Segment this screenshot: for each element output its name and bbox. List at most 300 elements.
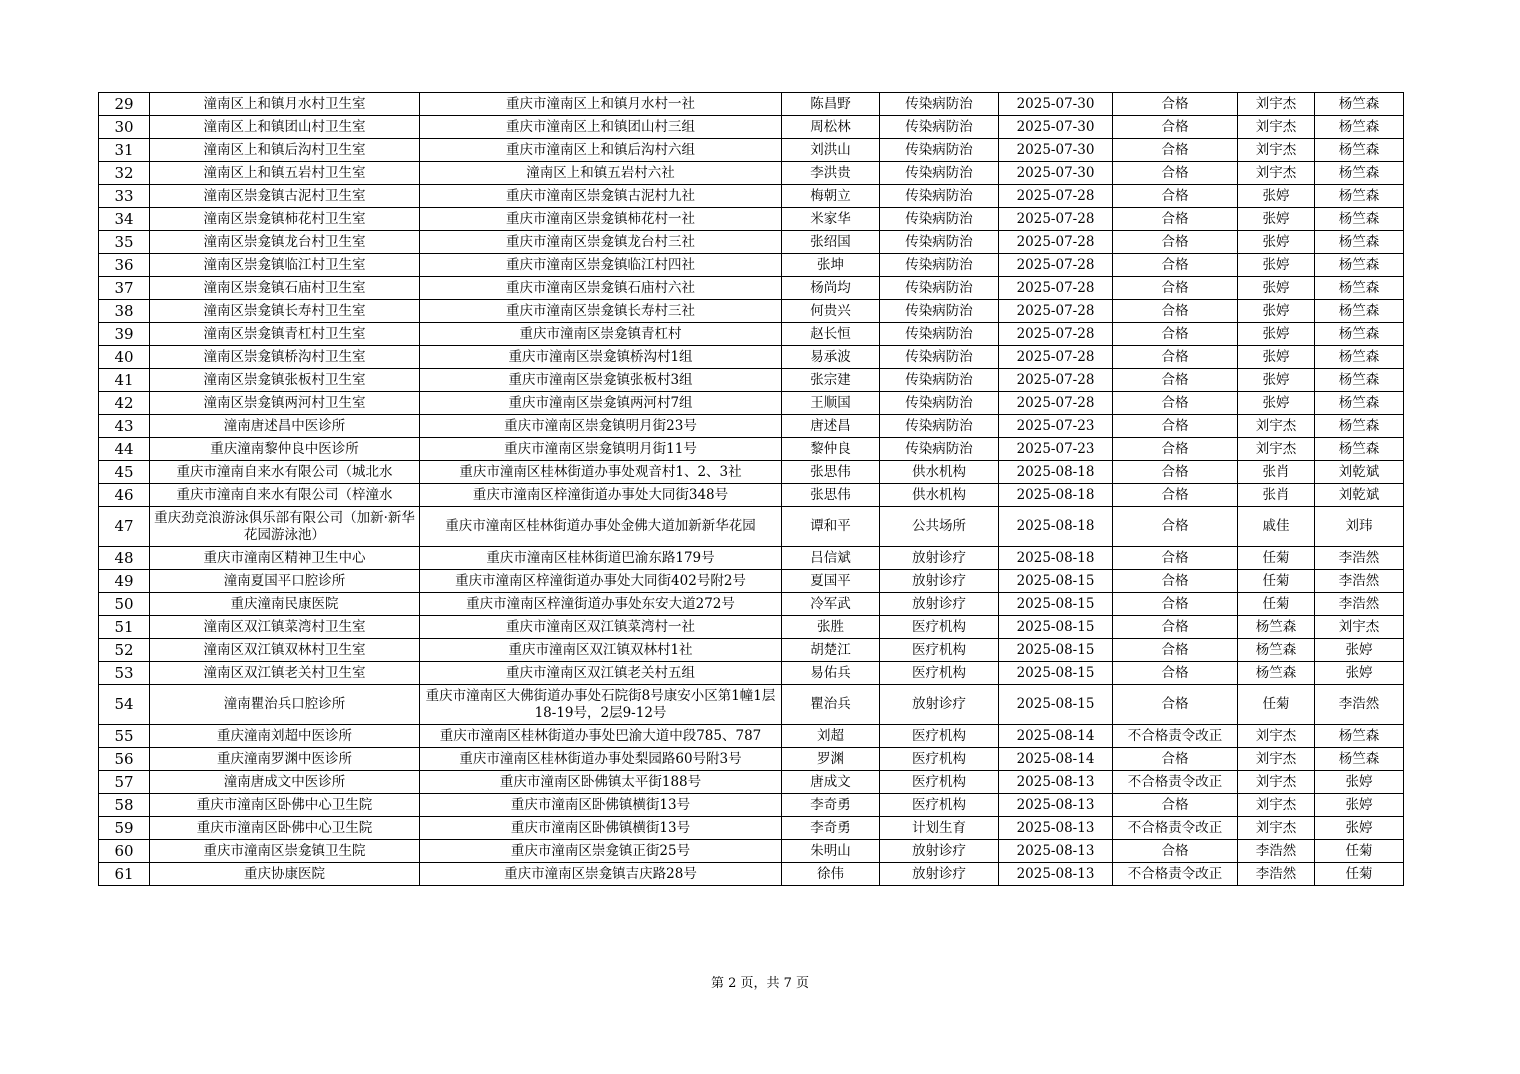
- inspection-date-cell: 2025-07-23: [999, 438, 1113, 461]
- inspector-1-cell: 张婷: [1238, 369, 1315, 392]
- row-number-cell: 59: [99, 817, 150, 840]
- address-cell: 重庆市潼南区桂林街道办事处梨园路60号附3号: [420, 748, 782, 771]
- table-row: [99, 817, 1404, 840]
- inspection-date-cell: 2025-08-15: [999, 662, 1113, 685]
- inspector-1-cell: 刘宇杰: [1238, 817, 1315, 840]
- row-number-cell: 56: [99, 748, 150, 771]
- inspection-result-cell: 合格: [1113, 685, 1238, 725]
- legal-representative-cell: 张思伟: [782, 484, 880, 507]
- facility-name-cell: 潼南区崇龛镇龙台村卫生室: [150, 231, 420, 254]
- address-cell: 重庆市潼南区卧佛镇太平街188号: [420, 771, 782, 794]
- inspection-date-cell: 2025-07-30: [999, 93, 1113, 116]
- facility-name-cell: 潼南区双江镇双林村卫生室: [150, 639, 420, 662]
- inspector-1-cell: 刘宇杰: [1238, 771, 1315, 794]
- row-number-cell: 33: [99, 185, 150, 208]
- row-number-cell: 46: [99, 484, 150, 507]
- legal-representative-cell: 徐伟: [782, 863, 880, 886]
- legal-representative-cell: 易承波: [782, 346, 880, 369]
- table-row: [99, 725, 1404, 748]
- inspection-result-cell: 合格: [1113, 185, 1238, 208]
- inspection-result-cell: 合格: [1113, 748, 1238, 771]
- inspection-result-cell: 合格: [1113, 162, 1238, 185]
- row-number-cell: 31: [99, 139, 150, 162]
- address-cell: 重庆市潼南区梓潼街道办事处东安大道272号: [420, 593, 782, 616]
- inspector-1-cell: 刘宇杰: [1238, 794, 1315, 817]
- inspector-2-cell: 刘乾斌: [1315, 484, 1404, 507]
- inspection-category-cell: 供水机构: [880, 461, 999, 484]
- inspector-2-cell: 刘玮: [1315, 507, 1404, 547]
- legal-representative-cell: 冷军武: [782, 593, 880, 616]
- facility-name-cell: 潼南区崇龛镇古泥村卫生室: [150, 185, 420, 208]
- inspection-result-cell: 不合格责令改正: [1113, 725, 1238, 748]
- table-row: [99, 593, 1404, 616]
- inspection-category-cell: 传染病防治: [880, 254, 999, 277]
- table-row: [99, 369, 1404, 392]
- inspection-date-cell: 2025-08-13: [999, 771, 1113, 794]
- legal-representative-cell: 唐述昌: [782, 415, 880, 438]
- inspection-date-cell: 2025-07-28: [999, 346, 1113, 369]
- inspection-date-cell: 2025-07-28: [999, 300, 1113, 323]
- facility-name-cell: 潼南区上和镇团山村卫生室: [150, 116, 420, 139]
- row-number-cell: 30: [99, 116, 150, 139]
- inspector-1-cell: 张婷: [1238, 254, 1315, 277]
- legal-representative-cell: 周松林: [782, 116, 880, 139]
- inspection-result-cell: 合格: [1113, 208, 1238, 231]
- facility-name-cell: 重庆市潼南自来水有限公司（梓潼水: [150, 484, 420, 507]
- inspection-date-cell: 2025-08-15: [999, 570, 1113, 593]
- inspection-result-cell: 合格: [1113, 639, 1238, 662]
- inspector-1-cell: 李浩然: [1238, 863, 1315, 886]
- inspection-result-cell: 合格: [1113, 415, 1238, 438]
- inspection-category-cell: 计划生育: [880, 817, 999, 840]
- inspector-1-cell: 张婷: [1238, 392, 1315, 415]
- inspector-1-cell: 杨竺森: [1238, 639, 1315, 662]
- facility-name-cell: 潼南唐述昌中医诊所: [150, 415, 420, 438]
- table-row: [99, 185, 1404, 208]
- inspector-2-cell: 张婷: [1315, 639, 1404, 662]
- inspection-category-cell: 传染病防治: [880, 139, 999, 162]
- inspection-result-cell: 合格: [1113, 231, 1238, 254]
- inspection-category-cell: 传染病防治: [880, 277, 999, 300]
- legal-representative-cell: 杨尚均: [782, 277, 880, 300]
- row-number-cell: 53: [99, 662, 150, 685]
- row-number-cell: 44: [99, 438, 150, 461]
- inspection-date-cell: 2025-07-28: [999, 185, 1113, 208]
- inspection-result-cell: 合格: [1113, 392, 1238, 415]
- inspector-2-cell: 张婷: [1315, 794, 1404, 817]
- facility-name-cell: 潼南区上和镇后沟村卫生室: [150, 139, 420, 162]
- address-cell: 重庆市潼南区桂林街道巴渝东路179号: [420, 547, 782, 570]
- inspection-result-cell: 合格: [1113, 484, 1238, 507]
- table-row: [99, 863, 1404, 886]
- inspector-1-cell: 张婷: [1238, 231, 1315, 254]
- inspection-result-cell: 合格: [1113, 461, 1238, 484]
- inspection-date-cell: 2025-07-28: [999, 254, 1113, 277]
- inspection-table: [98, 92, 1404, 886]
- legal-representative-cell: 刘超: [782, 725, 880, 748]
- inspection-category-cell: 放射诊疗: [880, 863, 999, 886]
- inspection-category-cell: 医疗机构: [880, 616, 999, 639]
- legal-representative-cell: 唐成文: [782, 771, 880, 794]
- row-number-cell: 29: [99, 93, 150, 116]
- inspector-1-cell: 张婷: [1238, 346, 1315, 369]
- inspector-1-cell: 任菊: [1238, 547, 1315, 570]
- inspector-1-cell: 刘宇杰: [1238, 93, 1315, 116]
- inspection-category-cell: 传染病防治: [880, 300, 999, 323]
- inspector-2-cell: 杨竺森: [1315, 415, 1404, 438]
- inspector-1-cell: 张肖: [1238, 484, 1315, 507]
- facility-name-cell: 潼南区崇龛镇柿花村卫生室: [150, 208, 420, 231]
- inspector-1-cell: 任菊: [1238, 685, 1315, 725]
- address-cell: 重庆市潼南区上和镇后沟村六组: [420, 139, 782, 162]
- inspection-category-cell: 放射诊疗: [880, 547, 999, 570]
- row-number-cell: 35: [99, 231, 150, 254]
- inspection-result-cell: 合格: [1113, 323, 1238, 346]
- facility-name-cell: 重庆劲竞浪游泳俱乐部有限公司（加新·新华花园游泳池）: [150, 507, 420, 547]
- facility-name-cell: 重庆潼南罗渊中医诊所: [150, 748, 420, 771]
- row-number-cell: 36: [99, 254, 150, 277]
- legal-representative-cell: 张坤: [782, 254, 880, 277]
- address-cell: 重庆市潼南区双江镇老关村五组: [420, 662, 782, 685]
- inspector-2-cell: 张婷: [1315, 817, 1404, 840]
- inspection-category-cell: 传染病防治: [880, 346, 999, 369]
- inspection-date-cell: 2025-07-30: [999, 116, 1113, 139]
- inspection-date-cell: 2025-08-13: [999, 840, 1113, 863]
- legal-representative-cell: 胡楚江: [782, 639, 880, 662]
- table-row: [99, 794, 1404, 817]
- inspection-result-cell: 合格: [1113, 300, 1238, 323]
- inspection-date-cell: 2025-07-28: [999, 392, 1113, 415]
- address-cell: 重庆市潼南区崇龛镇明月街23号: [420, 415, 782, 438]
- table-row: [99, 438, 1404, 461]
- row-number-cell: 41: [99, 369, 150, 392]
- inspector-2-cell: 刘宇杰: [1315, 616, 1404, 639]
- inspection-category-cell: 医疗机构: [880, 748, 999, 771]
- inspection-result-cell: 不合格责令改正: [1113, 863, 1238, 886]
- address-cell: 重庆市潼南区崇龛镇柿花村一社: [420, 208, 782, 231]
- row-number-cell: 55: [99, 725, 150, 748]
- row-number-cell: 60: [99, 840, 150, 863]
- table-row: [99, 300, 1404, 323]
- address-cell: 重庆市潼南区崇龛镇临江村四社: [420, 254, 782, 277]
- facility-name-cell: 重庆协康医院: [150, 863, 420, 886]
- address-cell: 重庆市潼南区双江镇菜湾村一社: [420, 616, 782, 639]
- inspection-date-cell: 2025-07-28: [999, 208, 1113, 231]
- address-cell: 重庆市潼南区梓潼街道办事处大同街402号附2号: [420, 570, 782, 593]
- legal-representative-cell: 黎仲良: [782, 438, 880, 461]
- legal-representative-cell: 朱明山: [782, 840, 880, 863]
- inspection-date-cell: 2025-08-18: [999, 547, 1113, 570]
- inspection-date-cell: 2025-08-13: [999, 794, 1113, 817]
- inspector-2-cell: 杨竺森: [1315, 392, 1404, 415]
- legal-representative-cell: 罗渊: [782, 748, 880, 771]
- inspector-1-cell: 刘宇杰: [1238, 139, 1315, 162]
- address-cell: 重庆市潼南区崇龛镇石庙村六社: [420, 277, 782, 300]
- inspector-1-cell: 张肖: [1238, 461, 1315, 484]
- inspector-2-cell: 杨竺森: [1315, 323, 1404, 346]
- inspector-1-cell: 张婷: [1238, 208, 1315, 231]
- inspector-1-cell: 刘宇杰: [1238, 116, 1315, 139]
- inspector-2-cell: 李浩然: [1315, 570, 1404, 593]
- legal-representative-cell: 李奇勇: [782, 817, 880, 840]
- row-number-cell: 47: [99, 507, 150, 547]
- inspection-category-cell: 传染病防治: [880, 162, 999, 185]
- inspection-category-cell: 医疗机构: [880, 771, 999, 794]
- facility-name-cell: 重庆市潼南区卧佛中心卫生院: [150, 794, 420, 817]
- facility-name-cell: 潼南区崇龛镇石庙村卫生室: [150, 277, 420, 300]
- facility-name-cell: 潼南区崇龛镇青杠村卫生室: [150, 323, 420, 346]
- inspection-category-cell: 医疗机构: [880, 639, 999, 662]
- inspection-category-cell: 传染病防治: [880, 369, 999, 392]
- legal-representative-cell: 王顺国: [782, 392, 880, 415]
- inspector-1-cell: 张婷: [1238, 323, 1315, 346]
- table-row: [99, 392, 1404, 415]
- facility-name-cell: 潼南区崇龛镇长寿村卫生室: [150, 300, 420, 323]
- inspector-1-cell: 刘宇杰: [1238, 162, 1315, 185]
- inspector-2-cell: 杨竺森: [1315, 277, 1404, 300]
- table-row: [99, 254, 1404, 277]
- inspection-category-cell: 医疗机构: [880, 662, 999, 685]
- inspection-result-cell: 合格: [1113, 616, 1238, 639]
- inspector-2-cell: 杨竺森: [1315, 300, 1404, 323]
- inspection-date-cell: 2025-07-28: [999, 369, 1113, 392]
- row-number-cell: 49: [99, 570, 150, 593]
- row-number-cell: 38: [99, 300, 150, 323]
- legal-representative-cell: 李奇勇: [782, 794, 880, 817]
- inspector-2-cell: 杨竺森: [1315, 185, 1404, 208]
- inspection-date-cell: 2025-08-14: [999, 748, 1113, 771]
- inspection-date-cell: 2025-08-15: [999, 639, 1113, 662]
- facility-name-cell: 潼南区崇龛镇张板村卫生室: [150, 369, 420, 392]
- address-cell: 重庆市潼南区崇龛镇长寿村三社: [420, 300, 782, 323]
- inspector-1-cell: 刘宇杰: [1238, 748, 1315, 771]
- inspector-1-cell: 李浩然: [1238, 840, 1315, 863]
- inspection-category-cell: 公共场所: [880, 507, 999, 547]
- table-row: [99, 323, 1404, 346]
- legal-representative-cell: 梅朝立: [782, 185, 880, 208]
- facility-name-cell: 重庆市潼南区卧佛中心卫生院: [150, 817, 420, 840]
- table-row: [99, 570, 1404, 593]
- legal-representative-cell: 张胜: [782, 616, 880, 639]
- inspector-1-cell: 刘宇杰: [1238, 438, 1315, 461]
- inspection-date-cell: 2025-07-23: [999, 415, 1113, 438]
- table-row: [99, 484, 1404, 507]
- inspector-2-cell: 李浩然: [1315, 547, 1404, 570]
- row-number-cell: 42: [99, 392, 150, 415]
- inspector-1-cell: 杨竺森: [1238, 616, 1315, 639]
- inspector-1-cell: 戚佳: [1238, 507, 1315, 547]
- address-cell: 潼南区上和镇五岩村六社: [420, 162, 782, 185]
- legal-representative-cell: 何贵兴: [782, 300, 880, 323]
- table-row: [99, 461, 1404, 484]
- legal-representative-cell: 陈昌野: [782, 93, 880, 116]
- inspection-category-cell: 放射诊疗: [880, 593, 999, 616]
- inspector-2-cell: 杨竺森: [1315, 438, 1404, 461]
- inspector-2-cell: 杨竺森: [1315, 162, 1404, 185]
- inspector-1-cell: 任菊: [1238, 593, 1315, 616]
- row-number-cell: 50: [99, 593, 150, 616]
- inspector-2-cell: 杨竺森: [1315, 725, 1404, 748]
- table-row: [99, 415, 1404, 438]
- inspector-2-cell: 杨竺森: [1315, 208, 1404, 231]
- inspection-result-cell: 合格: [1113, 593, 1238, 616]
- inspection-category-cell: 传染病防治: [880, 116, 999, 139]
- inspection-result-cell: 合格: [1113, 438, 1238, 461]
- row-number-cell: 43: [99, 415, 150, 438]
- facility-name-cell: 潼南区双江镇老关村卫生室: [150, 662, 420, 685]
- legal-representative-cell: 张宗建: [782, 369, 880, 392]
- facility-name-cell: 潼南瞿治兵口腔诊所: [150, 685, 420, 725]
- inspection-result-cell: 合格: [1113, 662, 1238, 685]
- inspection-category-cell: 放射诊疗: [880, 840, 999, 863]
- inspection-date-cell: 2025-07-28: [999, 231, 1113, 254]
- address-cell: 重庆市潼南区崇龛镇两河村7组: [420, 392, 782, 415]
- facility-name-cell: 潼南区上和镇月水村卫生室: [150, 93, 420, 116]
- facility-name-cell: 重庆市潼南区崇龛镇卫生院: [150, 840, 420, 863]
- inspection-category-cell: 供水机构: [880, 484, 999, 507]
- inspector-2-cell: 任菊: [1315, 863, 1404, 886]
- facility-name-cell: 重庆市潼南区精神卫生中心: [150, 547, 420, 570]
- table-row: [99, 277, 1404, 300]
- inspector-2-cell: 杨竺森: [1315, 254, 1404, 277]
- row-number-cell: 39: [99, 323, 150, 346]
- inspection-date-cell: 2025-08-15: [999, 685, 1113, 725]
- inspector-2-cell: 张婷: [1315, 662, 1404, 685]
- address-cell: 重庆市潼南区崇龛镇张板村3组: [420, 369, 782, 392]
- inspection-date-cell: 2025-08-14: [999, 725, 1113, 748]
- address-cell: 重庆市潼南区上和镇月水村一社: [420, 93, 782, 116]
- inspector-1-cell: 张婷: [1238, 185, 1315, 208]
- inspector-2-cell: 杨竺森: [1315, 748, 1404, 771]
- inspection-category-cell: 传染病防治: [880, 93, 999, 116]
- table-row: [99, 748, 1404, 771]
- address-cell: 重庆市潼南区卧佛镇横街13号: [420, 817, 782, 840]
- inspection-category-cell: 传染病防治: [880, 438, 999, 461]
- inspector-2-cell: 杨竺森: [1315, 93, 1404, 116]
- table-row: [99, 685, 1404, 725]
- inspection-date-cell: 2025-08-15: [999, 616, 1113, 639]
- inspector-2-cell: 杨竺森: [1315, 231, 1404, 254]
- legal-representative-cell: 李洪贵: [782, 162, 880, 185]
- row-number-cell: 40: [99, 346, 150, 369]
- row-number-cell: 32: [99, 162, 150, 185]
- legal-representative-cell: 夏国平: [782, 570, 880, 593]
- address-cell: 重庆市潼南区崇龛镇吉庆路28号: [420, 863, 782, 886]
- table-row: [99, 840, 1404, 863]
- inspection-result-cell: 合格: [1113, 116, 1238, 139]
- inspection-result-cell: 合格: [1113, 254, 1238, 277]
- inspection-date-cell: 2025-07-30: [999, 162, 1113, 185]
- facility-name-cell: 潼南区崇龛镇临江村卫生室: [150, 254, 420, 277]
- inspection-result-cell: 合格: [1113, 93, 1238, 116]
- inspection-category-cell: 传染病防治: [880, 185, 999, 208]
- table-row: [99, 162, 1404, 185]
- address-cell: 重庆市潼南区崇龛镇桥沟村1组: [420, 346, 782, 369]
- table-row: [99, 116, 1404, 139]
- inspector-1-cell: 张婷: [1238, 277, 1315, 300]
- legal-representative-cell: 易佑兵: [782, 662, 880, 685]
- inspector-1-cell: 杨竺森: [1238, 662, 1315, 685]
- address-cell: 重庆市潼南区双江镇双林村1社: [420, 639, 782, 662]
- inspection-result-cell: 合格: [1113, 794, 1238, 817]
- facility-name-cell: 重庆潼南黎仲良中医诊所: [150, 438, 420, 461]
- inspector-2-cell: 杨竺森: [1315, 116, 1404, 139]
- address-cell: 重庆市潼南区桂林街道办事处金佛大道加新新华花园: [420, 507, 782, 547]
- inspection-category-cell: 传染病防治: [880, 323, 999, 346]
- inspection-result-cell: 合格: [1113, 547, 1238, 570]
- facility-name-cell: 潼南区崇龛镇两河村卫生室: [150, 392, 420, 415]
- row-number-cell: 48: [99, 547, 150, 570]
- inspector-2-cell: 任菊: [1315, 840, 1404, 863]
- legal-representative-cell: 张绍国: [782, 231, 880, 254]
- inspector-1-cell: 刘宇杰: [1238, 725, 1315, 748]
- table-row: [99, 547, 1404, 570]
- inspector-2-cell: 张婷: [1315, 771, 1404, 794]
- inspection-date-cell: 2025-08-13: [999, 817, 1113, 840]
- address-cell: 重庆市潼南区大佛街道办事处石院街8号康安小区第1幢1层18-19号，2层9-12号: [420, 685, 782, 725]
- address-cell: 重庆市潼南区上和镇团山村三组: [420, 116, 782, 139]
- inspector-1-cell: 张婷: [1238, 300, 1315, 323]
- address-cell: 重庆市潼南区崇龛镇青杠村: [420, 323, 782, 346]
- table-row: [99, 616, 1404, 639]
- inspector-2-cell: 李浩然: [1315, 593, 1404, 616]
- row-number-cell: 54: [99, 685, 150, 725]
- legal-representative-cell: 谭和平: [782, 507, 880, 547]
- address-cell: 重庆市潼南区崇龛镇正街25号: [420, 840, 782, 863]
- inspection-result-cell: 合格: [1113, 570, 1238, 593]
- facility-name-cell: 潼南唐成文中医诊所: [150, 771, 420, 794]
- table-row: [99, 231, 1404, 254]
- inspection-result-cell: 合格: [1113, 277, 1238, 300]
- table-row: [99, 346, 1404, 369]
- inspection-category-cell: 传染病防治: [880, 392, 999, 415]
- inspector-2-cell: 杨竺森: [1315, 139, 1404, 162]
- legal-representative-cell: 赵长恒: [782, 323, 880, 346]
- facility-name-cell: 潼南区双江镇菜湾村卫生室: [150, 616, 420, 639]
- address-cell: 重庆市潼南区桂林街道办事处巴渝大道中段785、787: [420, 725, 782, 748]
- inspection-result-cell: 不合格责令改正: [1113, 817, 1238, 840]
- inspection-category-cell: 传染病防治: [880, 231, 999, 254]
- table-row: [99, 208, 1404, 231]
- inspection-category-cell: 放射诊疗: [880, 570, 999, 593]
- inspection-category-cell: 传染病防治: [880, 415, 999, 438]
- inspection-result-cell: 合格: [1113, 346, 1238, 369]
- row-number-cell: 58: [99, 794, 150, 817]
- inspection-date-cell: 2025-08-18: [999, 461, 1113, 484]
- row-number-cell: 57: [99, 771, 150, 794]
- address-cell: 重庆市潼南区崇龛镇古泥村九社: [420, 185, 782, 208]
- inspection-category-cell: 传染病防治: [880, 208, 999, 231]
- address-cell: 重庆市潼南区崇龛镇明月街11号: [420, 438, 782, 461]
- inspector-1-cell: 刘宇杰: [1238, 415, 1315, 438]
- facility-name-cell: 重庆潼南刘超中医诊所: [150, 725, 420, 748]
- inspection-date-cell: 2025-08-13: [999, 863, 1113, 886]
- inspection-date-cell: 2025-08-18: [999, 507, 1113, 547]
- facility-name-cell: 潼南夏国平口腔诊所: [150, 570, 420, 593]
- inspection-date-cell: 2025-08-15: [999, 593, 1113, 616]
- inspection-result-cell: 合格: [1113, 840, 1238, 863]
- inspector-2-cell: 刘乾斌: [1315, 461, 1404, 484]
- inspection-category-cell: 医疗机构: [880, 725, 999, 748]
- address-cell: 重庆市潼南区桂林街道办事处观音村1、2、3社: [420, 461, 782, 484]
- inspection-date-cell: 2025-07-30: [999, 139, 1113, 162]
- inspection-result-cell: 合格: [1113, 369, 1238, 392]
- legal-representative-cell: 吕信斌: [782, 547, 880, 570]
- facility-name-cell: 潼南区上和镇五岩村卫生室: [150, 162, 420, 185]
- inspector-2-cell: 杨竺森: [1315, 369, 1404, 392]
- inspection-date-cell: 2025-08-18: [999, 484, 1113, 507]
- row-number-cell: 51: [99, 616, 150, 639]
